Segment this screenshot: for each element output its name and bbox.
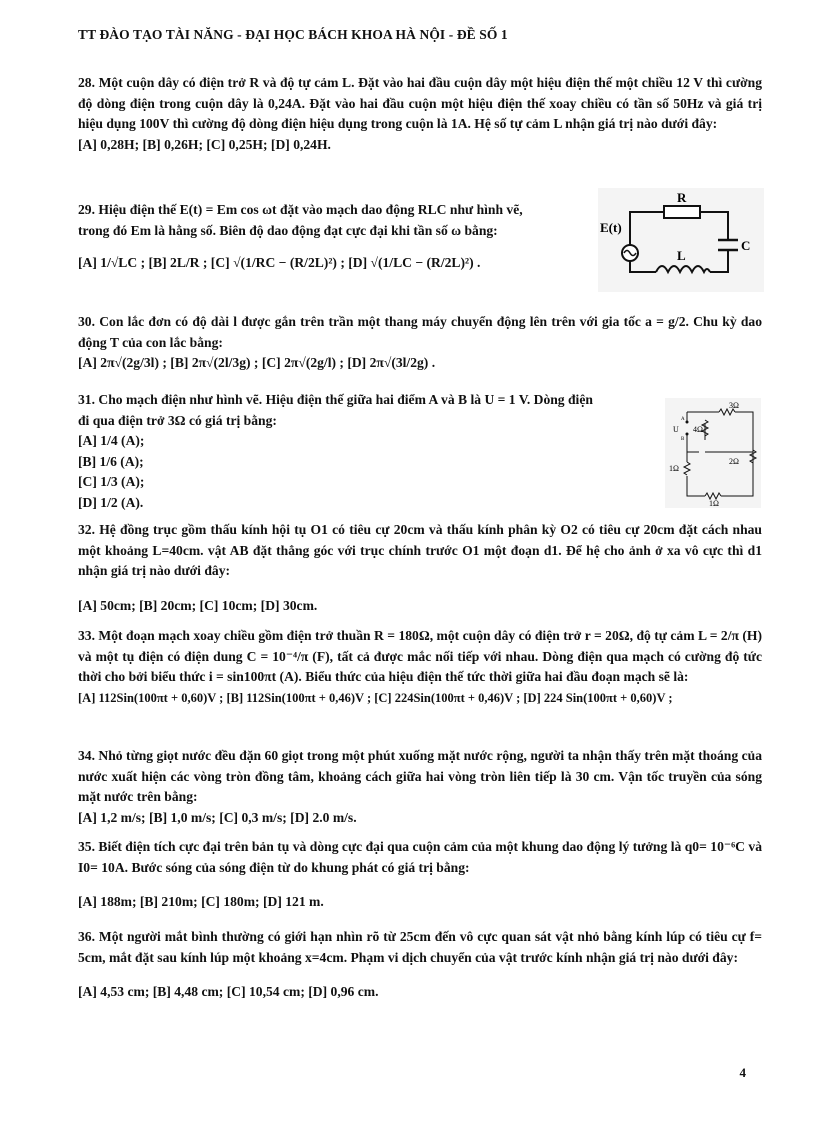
question-29-line1: 29. Hiệu điện thế E(t) = Em cos ωt đặt vào mạch dao động RLC như hình vẽ, <box>78 202 523 217</box>
question-36 <box>78 927 762 1003</box>
label-3-ohm: 3Ω <box>729 401 739 410</box>
question-35-options: [A] 188m; [B] 210m; [C] 180m; [D] 121 m. <box>78 894 324 909</box>
label-e: E(t) <box>600 220 622 235</box>
resistor-circuit-figure <box>665 398 761 508</box>
question-31 <box>78 390 668 513</box>
question-30-options: [A] 2π√(2g/3l) ; [B] 2π√(2l/3g) ; [C] 2π√(2g/l) ; [D] 2π√(3l/2g) . <box>78 355 436 370</box>
question-30 <box>78 312 762 374</box>
resistor-r <box>664 206 700 218</box>
question-32-options: [A] 50cm; [B] 20cm; [C] 10cm; [D] 30cm. <box>78 597 318 613</box>
label-1-ohm-left: 1Ω <box>669 464 679 473</box>
rlc-circuit-figure <box>598 188 764 292</box>
question-28-text: 28. Một cuộn dây có điện trở R và độ tự cảm L. Đặt vào hai đầu cuộn dây một hiệu điện thế một chiều 12 V thì cường độ dòng điện trong cuộn dây là 0,24A. Đặt vào hai đầu cuộn một hiệu điện thế xoay chiều có tần số 50Hz và giá trị hiệu dụng 100V thì cường độ dòng điện hiệu dụng trong cuộn là 1A. Hệ số tự cảm L nhận giá trị nào dưới đây: <box>78 75 762 131</box>
label-c: C <box>741 238 751 253</box>
label-b: B <box>681 437 685 442</box>
question-29-line2: trong đó Em là hằng số. Biên độ dao động đạt cực đại khi tần số ω bằng: <box>78 222 498 238</box>
page-header: TT ĐÀO TẠO TÀI NĂNG - ĐẠI HỌC BÁCH KHOA HÀ NỘI - ĐỀ SỐ 1 <box>78 27 508 42</box>
question-31-option-b: [B] 1/6 (A); <box>78 453 144 469</box>
label-u: U <box>673 425 679 434</box>
label-2-ohm: 2Ω <box>729 457 739 466</box>
question-35 <box>78 837 762 913</box>
question-28-options: [A] 0,28H; [B] 0,26H; [C] 0,25H; [D] 0,24H. <box>78 136 331 152</box>
question-31-option-d: [D] 1/2 (A). <box>78 494 144 510</box>
question-32 <box>78 520 762 616</box>
question-36-text: 36. Một người mắt bình thường có giới hạn nhìn rõ từ 25cm đến vô cực quan sát vật nhỏ bằng kính lúp có tiêu cự f= 5cm, mắt đặt sau kính lúp một khoảng x=4cm. Phạm vi dịch chuyển của vật trước kính nhận giá trị nào dưới đây: <box>78 929 762 965</box>
question-33 <box>78 626 762 708</box>
label-l: L <box>677 248 686 263</box>
label-1-ohm-bottom: 1Ω <box>709 499 719 508</box>
question-35-text: 35. Biết điện tích cực đại trên bản tụ và dòng cực đại qua cuộn cảm của một khung dao động lý tưởng là q0= 10⁻⁶C và I0= 10A. Bước sóng của sóng điện từ do khung phát có giá trị bằng: <box>78 839 762 875</box>
question-33-text: 33. Một đoạn mạch xoay chiều gồm điện trở thuần R = 180Ω, một cuộn dây có điện trở r = 20Ω, độ tự cảm L = 2/π (H) và một tụ điện có điện dung C = 10⁻⁴/π (F), tất cả được mắc nối tiếp với nhau. Dòng điện qua mạch có cường độ tức thời cho bởi biểu thức i = sin100πt (A). Biểu thức của hiệu điện thế tức thời giữa hai đầu đoạn mạch sẽ là: <box>78 628 762 684</box>
page-number: 4 <box>739 1065 746 1080</box>
question-29-options: [A] 1/√LC ; [B] 2L/R ; [C] √(1/RC − (R/2L)²) ; [D] √(1/LC − (R/2L)²) . <box>78 255 481 270</box>
question-34 <box>78 746 762 828</box>
label-a: A <box>681 417 685 422</box>
label-r: R <box>677 190 687 205</box>
question-31-option-a: [A] 1/4 (A); <box>78 433 145 448</box>
label-4-ohm: 4Ω <box>693 425 703 434</box>
question-31-option-c: [C] 1/3 (A); <box>78 474 145 489</box>
question-28 <box>78 73 762 155</box>
question-34-text: 34. Nhỏ từng giọt nước đều đặn 60 giọt trong một phút xuống mặt nước rộng, người ta nhận thấy trên mặt thoáng của nước xuất hiện các vòng tròn đồng tâm, khoảng cách giữa hai vòng tròn liên tiếp là 30 cm. Vận tốc truyền của sóng mặt nước trên bằng: <box>78 748 762 804</box>
question-36-options: [A] 4,53 cm; [B] 4,48 cm; [C] 10,54 cm; [D] 0,96 cm. <box>78 984 379 999</box>
question-31-line1: 31. Cho mạch điện như hình vẽ. Hiệu điện thế giữa hai điểm A và B là U = 1 V. Dòng điện <box>78 392 593 407</box>
question-29 <box>78 200 598 274</box>
question-33-options: [A] 112Sin(100πt + 0,60)V ; [B] 112Sin(100πt + 0,46)V ; [C] 224Sin(100πt + 0,46)V ; [D] 224 Sin(100πt + 0,60)V ; <box>78 690 673 705</box>
question-30-text: 30. Con lắc đơn có độ dài l được gắn trên trần một thang máy chuyển động lên trên với gia tốc a = g/2. Chu kỳ dao động T của con lắc bằng: <box>78 314 762 350</box>
question-31-line2: đi qua điện trở 3Ω có giá trị bằng: <box>78 412 277 428</box>
question-34-options: [A] 1,2 m/s; [B] 1,0 m/s; [C] 0,3 m/s; [D] 2.0 m/s. <box>78 809 357 825</box>
question-32-text: 32. Hệ đồng trục gồm thấu kính hội tụ O1 có tiêu cự 20cm và thấu kính phân kỳ O2 có tiêu cự 20cm đặt cách nhau một khoảng L=40cm. vật AB đặt thẳng góc với trục chính trước O1 một đoạn d1. Để hệ cho ảnh ở xa vô cực thì d1 nhận giá trị nào dưới đây: <box>78 522 762 578</box>
